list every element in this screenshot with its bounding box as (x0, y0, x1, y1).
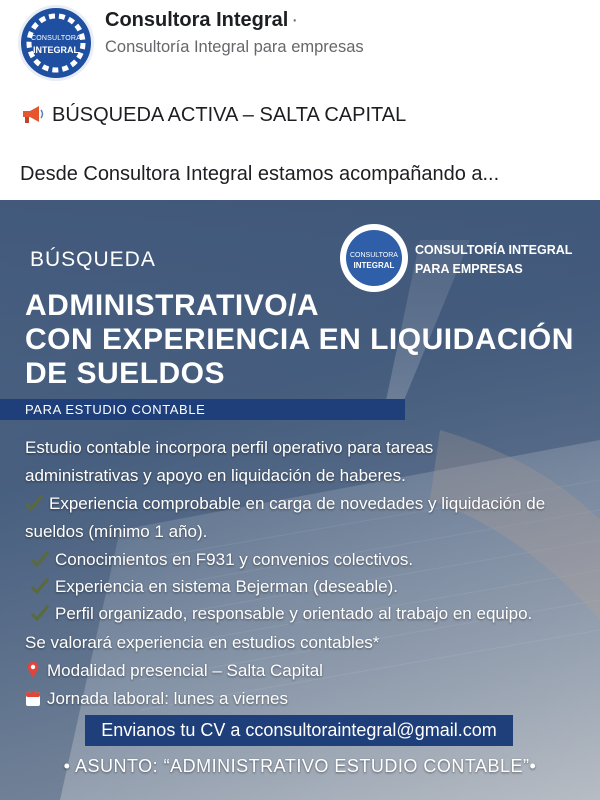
schedule-text: Jornada laboral: lunes a viernes (47, 689, 288, 708)
flyer-schedule (25, 689, 288, 709)
post-header (0, 0, 600, 86)
check-icon (25, 495, 43, 511)
requirement-item (31, 604, 532, 624)
flyer-logo-line1: CONSULTORA (350, 252, 398, 259)
location-pin-icon (25, 661, 41, 679)
flyer-search-label: BÚSQUEDA (30, 248, 156, 271)
flyer-logo-line2: INTEGRAL (353, 261, 395, 270)
flyer-email-band (85, 715, 513, 746)
page-name-link[interactable]: Consultora Integral (105, 9, 289, 31)
job-title-line2: CON EXPERIENCIA EN LIQUIDACIÓN (25, 323, 574, 356)
job-flyer-image[interactable] (0, 200, 600, 800)
requirement-continuation: sueldos (mínimo 1 año). (25, 522, 208, 541)
job-title-line3: DE SUELDOS (25, 357, 226, 390)
flyer-brand (415, 241, 572, 279)
flyer-job-title (25, 289, 574, 391)
page-name-separator: · (291, 9, 299, 31)
check-icon (31, 578, 49, 594)
requirement-item (25, 494, 545, 514)
flyer-brand-line1: CONSULTORÍA INTEGRAL (415, 243, 573, 257)
post-headline-text: BÚSQUEDA ACTIVA – SALTA CAPITAL (52, 104, 407, 126)
flyer-subtitle-band (0, 399, 405, 420)
flyer-logo (340, 224, 408, 292)
modality-text: Modalidad presencial – Salta Capital (47, 661, 323, 680)
requirement-text: Experiencia comprobable en carga de novedades y liquidación de (49, 494, 546, 513)
flyer-modality (25, 661, 323, 681)
check-icon (31, 605, 49, 621)
requirement-text: Experiencia en sistema Bejerman (deseable). (55, 577, 399, 596)
calendar-icon (25, 689, 41, 707)
page-name-row (105, 9, 298, 32)
page-subtitle: Consultoría Integral para empresas (105, 38, 364, 56)
requirement-text: Perfil organizado, responsable y orientado al trabajo en equipo. (55, 604, 533, 623)
flyer-brand-line2: PARA EMPRESAS (415, 262, 523, 276)
job-title-line1: ADMINISTRATIVO/A (25, 289, 320, 322)
avatar-logo-line2: INTEGRAL (33, 45, 79, 55)
flyer-intro-line2: administrativas y apoyo en liquidación de haberes. (25, 466, 406, 485)
flyer-subtitle: PARA ESTUDIO CONTABLE (25, 402, 206, 417)
flyer-cta-email: Envianos tu CV a cconsultoraintegral@gmail.com (101, 720, 497, 740)
flyer-asunto: • ASUNTO: “ADMINISTRATIVO ESTUDIO CONTABLE”• (63, 756, 537, 776)
page-avatar[interactable] (18, 5, 94, 81)
gear-logo-icon (21, 8, 91, 78)
requirement-item (31, 550, 413, 570)
post-body-preview[interactable]: Desde Consultora Integral estamos acompañando a... (20, 163, 500, 185)
flyer-intro-line1: Estudio contable incorpora perfil operativo para tareas (25, 438, 434, 457)
requirement-text: Conocimientos en F931 y convenios colectivos. (55, 550, 414, 569)
requirement-item (31, 577, 398, 597)
flyer-logo-inner (346, 230, 402, 286)
flyer-valued-note: Se valorará experiencia en estudios contables* (25, 633, 380, 652)
megaphone-icon (20, 104, 46, 124)
post-headline (20, 104, 406, 127)
avatar-logo-line1: CONSULTORA (31, 35, 81, 42)
check-icon (31, 551, 49, 567)
